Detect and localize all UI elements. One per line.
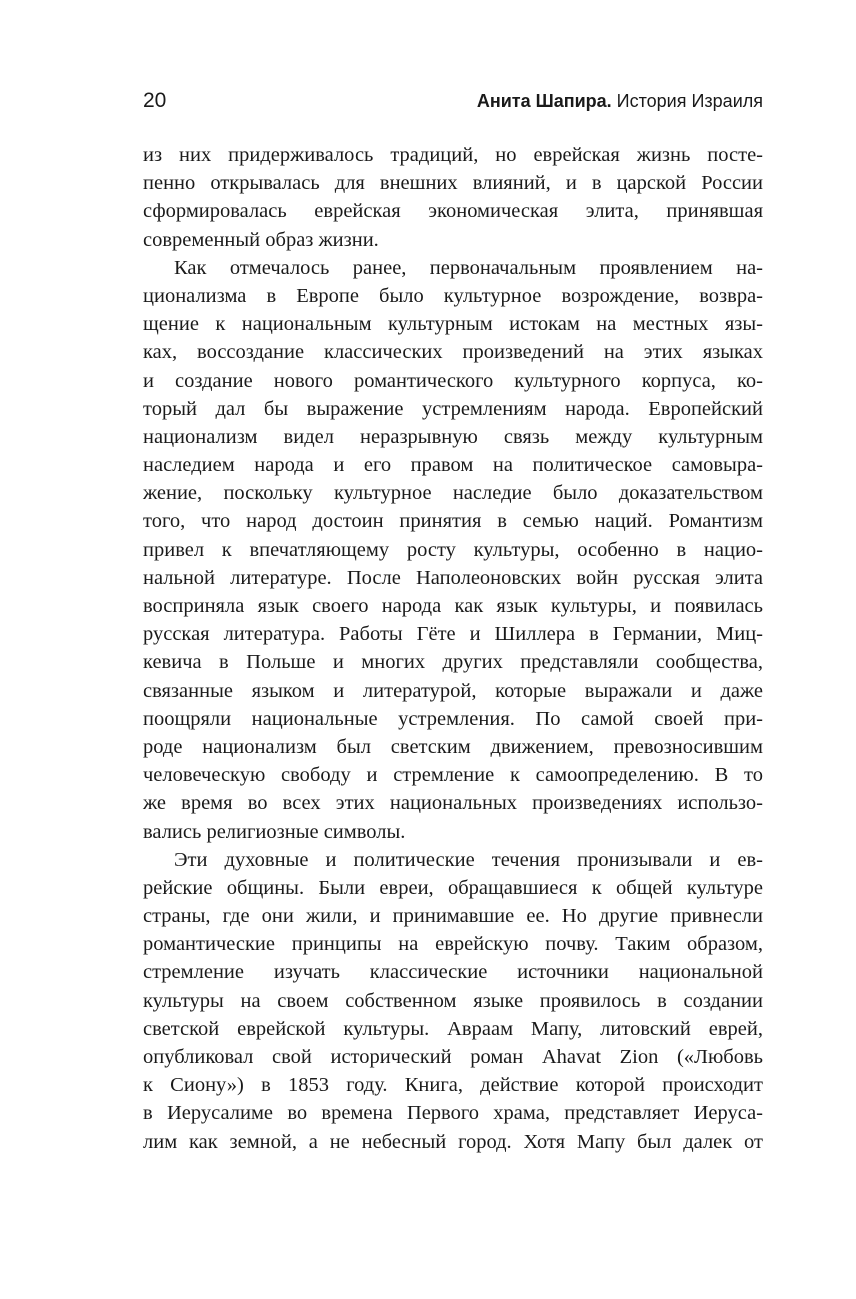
- text-line: ционализма в Европе было культурное возрождение, возвра-: [143, 284, 763, 307]
- text-line: в Иерусалиме во времена Первого храма, представляет Иеруса-: [143, 1102, 763, 1125]
- author-name: Анита Шапира.: [476, 91, 612, 111]
- text-line: из них придерживалось традиций, но еврейская жизнь посте-: [143, 144, 763, 166]
- text-line: нальной литературе. После Наполеоновских войн русская элита: [143, 566, 763, 589]
- text-line: того, что народ достоин принятия в семью наций. Романтизм: [143, 510, 763, 533]
- text-line: Как отмечалось ранее, первоначальным проявлением на-: [174, 256, 763, 279]
- book-header-title: [477, 86, 763, 116]
- text-line: к Сиону») в 1853 году. Книга, действие которой происходит: [143, 1074, 763, 1097]
- text-line: русская литература. Работы Гёте и Шиллера в Германии, Миц-: [143, 623, 763, 646]
- text-line: страны, где они жили, и принимавшие ее. Но другие привнесли: [143, 905, 763, 928]
- paragraph: [143, 141, 763, 254]
- text-line: роде национализм был светским движением, превозносившим: [143, 735, 763, 758]
- page-number: 20: [143, 89, 167, 112]
- text-line: современный образ жизни.: [143, 228, 379, 251]
- text-line: культуры на своем собственном языке проявилось в создании: [143, 989, 763, 1012]
- text-line: кевича в Польше и многих других представляли сообщества,: [143, 651, 763, 674]
- text-line: пенно открывалась для внешних влияний, и в царской России: [143, 172, 763, 195]
- text-line: рейские общины. Были евреи, обращавшиеся к общей культуре: [143, 876, 763, 899]
- text-line: щение к национальным культурным истокам на местных язы-: [143, 313, 763, 336]
- text-line: сформировалась еврейская экономическая элита, принявшая: [143, 200, 763, 223]
- book-title: История Израиля: [616, 91, 763, 111]
- text-line: ках, воссоздание классических произведений на этих языках: [143, 341, 763, 364]
- text-line: стремление изучать классические источники национальной: [143, 961, 763, 984]
- body-text: [143, 141, 763, 1156]
- running-head: [143, 86, 763, 116]
- paragraph: [143, 846, 763, 1156]
- text-line: Эти духовные и политические течения пронизывали и ев-: [174, 848, 763, 871]
- text-line: торый дал бы выражение устремлениям народа. Европейский: [143, 397, 763, 420]
- paragraph: [143, 254, 763, 846]
- text-line: связанные языком и литературой, которые выражали и даже: [143, 679, 763, 702]
- text-line: привел к впечатляющему росту культуры, особенно в нацио-: [143, 538, 763, 561]
- text-line: восприняла язык своего народа как язык культуры, и появилась: [143, 595, 763, 617]
- text-line: лим как земной, а не небесный город. Хотя Мапу был далек от: [143, 1130, 763, 1153]
- text-line: и создание нового романтического культурного корпуса, ко-: [143, 369, 763, 392]
- text-line: поощряли национальные устремления. По самой своей при-: [143, 707, 763, 730]
- text-line: опубликовал свой исторический роман Ahavat Zion («Любовь: [143, 1046, 763, 1068]
- text-line: романтические принципы на еврейскую почву. Таким образом,: [143, 933, 763, 956]
- text-line: же время во всех этих национальных произведениях использо-: [143, 792, 763, 815]
- text-line: национализм видел неразрывную связь между культурным: [143, 425, 763, 448]
- text-line: светской еврейской культуры. Авраам Мапу, литовский еврей,: [143, 1017, 763, 1040]
- text-line: вались религиозные символы.: [143, 820, 406, 843]
- text-line: человеческую свободу и стремление к самоопределению. В то: [143, 764, 763, 787]
- text-line: наследием народа и его правом на политическое самовыра-: [143, 454, 763, 477]
- text-line: жение, поскольку культурное наследие было доказательством: [143, 482, 763, 505]
